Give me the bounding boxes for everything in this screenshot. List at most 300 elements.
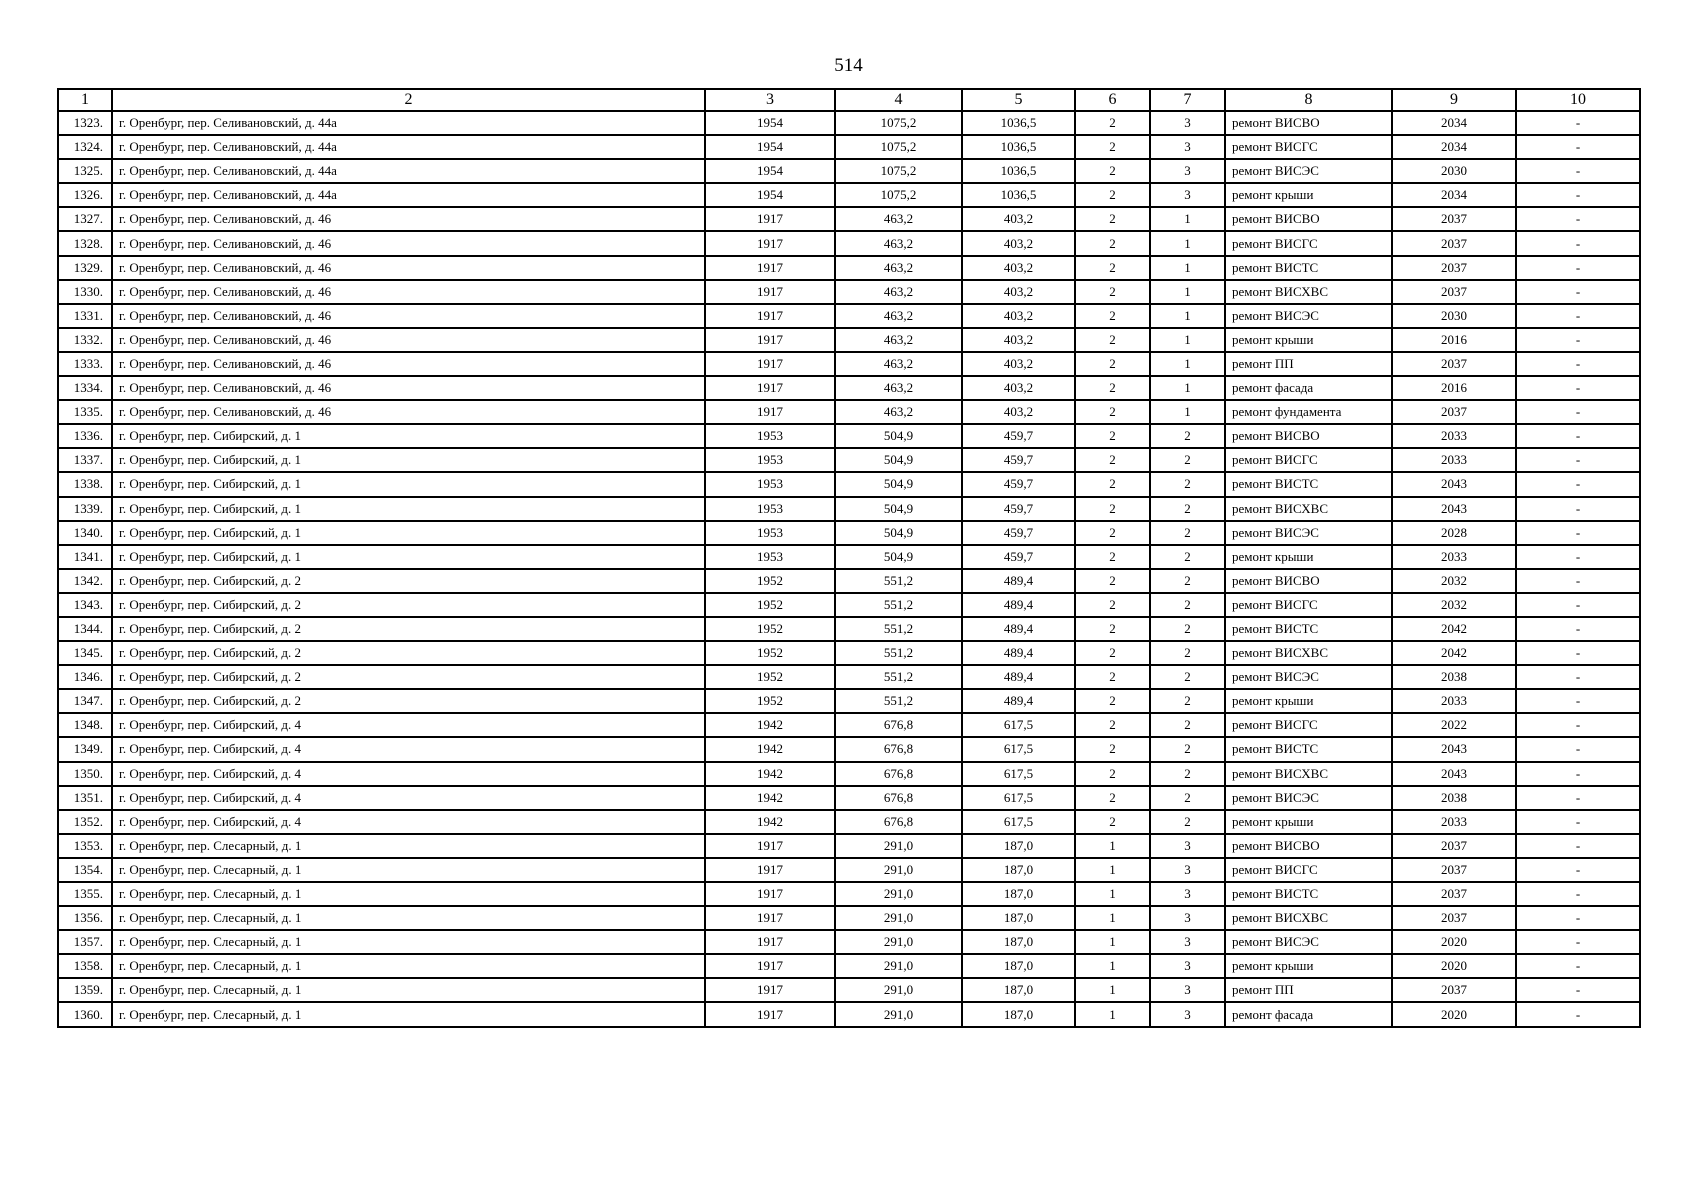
cell-planned-year: 2034 <box>1392 135 1516 159</box>
cell-row-number: 1329. <box>58 256 112 280</box>
cell-planned-year: 2028 <box>1392 521 1516 545</box>
table-row <box>58 617 1640 641</box>
cell-entrances: 3 <box>1150 978 1225 1002</box>
cell-floors: 1 <box>1075 906 1150 930</box>
cell-year-built: 1917 <box>705 352 835 376</box>
cell-entrances: 2 <box>1150 713 1225 737</box>
cell-living-area: 187,0 <box>962 930 1075 954</box>
cell-living-area: 403,2 <box>962 304 1075 328</box>
cell-entrances: 2 <box>1150 569 1225 593</box>
cell-living-area: 489,4 <box>962 569 1075 593</box>
cell-address: г. Оренбург, пер. Слесарный, д. 1 <box>112 858 705 882</box>
cell-total-area: 551,2 <box>835 641 962 665</box>
cell-row-number: 1341. <box>58 545 112 569</box>
cell-total-area: 291,0 <box>835 882 962 906</box>
cell-year-built: 1942 <box>705 762 835 786</box>
cell-total-area: 1075,2 <box>835 135 962 159</box>
cell-total-area: 291,0 <box>835 930 962 954</box>
cell-year-built: 1917 <box>705 930 835 954</box>
cell-living-area: 459,7 <box>962 545 1075 569</box>
cell-column-10: - <box>1516 737 1640 761</box>
column-header-10: 10 <box>1516 89 1640 111</box>
cell-work-type: ремонт ВИСГС <box>1225 593 1392 617</box>
cell-year-built: 1917 <box>705 1002 835 1026</box>
cell-planned-year: 2043 <box>1392 737 1516 761</box>
cell-column-10: - <box>1516 810 1640 834</box>
cell-entrances: 3 <box>1150 858 1225 882</box>
cell-floors: 2 <box>1075 256 1150 280</box>
cell-floors: 1 <box>1075 882 1150 906</box>
cell-column-10: - <box>1516 400 1640 424</box>
cell-column-10: - <box>1516 376 1640 400</box>
column-header-6: 6 <box>1075 89 1150 111</box>
cell-total-area: 551,2 <box>835 665 962 689</box>
cell-planned-year: 2043 <box>1392 497 1516 521</box>
cell-floors: 2 <box>1075 159 1150 183</box>
cell-column-10: - <box>1516 280 1640 304</box>
cell-floors: 2 <box>1075 280 1150 304</box>
cell-address: г. Оренбург, пер. Сибирский, д. 2 <box>112 593 705 617</box>
cell-work-type: ремонт ВИСВО <box>1225 111 1392 135</box>
cell-row-number: 1360. <box>58 1002 112 1026</box>
column-header-5: 5 <box>962 89 1075 111</box>
cell-address: г. Оренбург, пер. Сибирский, д. 2 <box>112 617 705 641</box>
cell-total-area: 291,0 <box>835 978 962 1002</box>
cell-planned-year: 2037 <box>1392 834 1516 858</box>
cell-entrances: 1 <box>1150 256 1225 280</box>
cell-floors: 2 <box>1075 786 1150 810</box>
cell-total-area: 551,2 <box>835 593 962 617</box>
table-row <box>58 545 1640 569</box>
cell-planned-year: 2043 <box>1392 762 1516 786</box>
cell-work-type: ремонт ВИСЭС <box>1225 930 1392 954</box>
cell-row-number: 1335. <box>58 400 112 424</box>
cell-total-area: 504,9 <box>835 472 962 496</box>
cell-work-type: ремонт ВИСТС <box>1225 882 1392 906</box>
cell-column-10: - <box>1516 978 1640 1002</box>
table-row <box>58 280 1640 304</box>
cell-entrances: 1 <box>1150 400 1225 424</box>
cell-floors: 2 <box>1075 376 1150 400</box>
cell-address: г. Оренбург, пер. Селивановский, д. 44а <box>112 183 705 207</box>
cell-floors: 2 <box>1075 762 1150 786</box>
cell-year-built: 1917 <box>705 304 835 328</box>
cell-planned-year: 2038 <box>1392 665 1516 689</box>
cell-planned-year: 2037 <box>1392 280 1516 304</box>
cell-year-built: 1952 <box>705 593 835 617</box>
cell-column-10: - <box>1516 159 1640 183</box>
cell-address: г. Оренбург, пер. Сибирский, д. 2 <box>112 665 705 689</box>
cell-living-area: 489,4 <box>962 689 1075 713</box>
cell-total-area: 463,2 <box>835 304 962 328</box>
cell-living-area: 617,5 <box>962 737 1075 761</box>
cell-entrances: 1 <box>1150 376 1225 400</box>
cell-living-area: 1036,5 <box>962 159 1075 183</box>
cell-planned-year: 2037 <box>1392 256 1516 280</box>
cell-entrances: 3 <box>1150 906 1225 930</box>
cell-total-area: 291,0 <box>835 1002 962 1026</box>
cell-row-number: 1324. <box>58 135 112 159</box>
table-row <box>58 689 1640 713</box>
cell-entrances: 2 <box>1150 641 1225 665</box>
cell-floors: 2 <box>1075 641 1150 665</box>
cell-floors: 1 <box>1075 858 1150 882</box>
cell-entrances: 2 <box>1150 545 1225 569</box>
cell-entrances: 3 <box>1150 135 1225 159</box>
cell-address: г. Оренбург, пер. Сибирский, д. 2 <box>112 569 705 593</box>
cell-work-type: ремонт фундамента <box>1225 400 1392 424</box>
cell-year-built: 1952 <box>705 689 835 713</box>
cell-total-area: 504,9 <box>835 497 962 521</box>
cell-work-type: ремонт ВИСЭС <box>1225 159 1392 183</box>
cell-floors: 2 <box>1075 737 1150 761</box>
cell-living-area: 403,2 <box>962 328 1075 352</box>
cell-year-built: 1917 <box>705 400 835 424</box>
cell-row-number: 1328. <box>58 231 112 255</box>
cell-living-area: 187,0 <box>962 1002 1075 1026</box>
table-row <box>58 978 1640 1002</box>
cell-row-number: 1330. <box>58 280 112 304</box>
cell-entrances: 3 <box>1150 159 1225 183</box>
cell-total-area: 1075,2 <box>835 111 962 135</box>
cell-row-number: 1350. <box>58 762 112 786</box>
cell-planned-year: 2016 <box>1392 376 1516 400</box>
cell-address: г. Оренбург, пер. Сибирский, д. 1 <box>112 472 705 496</box>
table-row <box>58 376 1640 400</box>
cell-entrances: 2 <box>1150 521 1225 545</box>
cell-address: г. Оренбург, пер. Сибирский, д. 4 <box>112 810 705 834</box>
cell-year-built: 1917 <box>705 376 835 400</box>
cell-total-area: 463,2 <box>835 376 962 400</box>
cell-work-type: ремонт ВИСХВС <box>1225 280 1392 304</box>
page-number: 514 <box>834 55 863 76</box>
cell-column-10: - <box>1516 689 1640 713</box>
cell-column-10: - <box>1516 834 1640 858</box>
cell-living-area: 489,4 <box>962 665 1075 689</box>
cell-year-built: 1952 <box>705 569 835 593</box>
cell-floors: 2 <box>1075 713 1150 737</box>
cell-row-number: 1347. <box>58 689 112 713</box>
cell-column-10: - <box>1516 352 1640 376</box>
cell-column-10: - <box>1516 713 1640 737</box>
cell-address: г. Оренбург, пер. Слесарный, д. 1 <box>112 906 705 930</box>
cell-address: г. Оренбург, пер. Сибирский, д. 1 <box>112 448 705 472</box>
cell-living-area: 617,5 <box>962 810 1075 834</box>
cell-address: г. Оренбург, пер. Сибирский, д. 1 <box>112 424 705 448</box>
cell-planned-year: 2020 <box>1392 954 1516 978</box>
cell-column-10: - <box>1516 569 1640 593</box>
cell-address: г. Оренбург, пер. Селивановский, д. 46 <box>112 376 705 400</box>
cell-planned-year: 2022 <box>1392 713 1516 737</box>
cell-living-area: 187,0 <box>962 858 1075 882</box>
table-row <box>58 448 1640 472</box>
cell-floors: 2 <box>1075 328 1150 352</box>
cell-year-built: 1917 <box>705 328 835 352</box>
cell-address: г. Оренбург, пер. Сибирский, д. 2 <box>112 689 705 713</box>
table-row <box>58 858 1640 882</box>
cell-entrances: 3 <box>1150 930 1225 954</box>
cell-work-type: ремонт фасада <box>1225 1002 1392 1026</box>
cell-work-type: ремонт крыши <box>1225 689 1392 713</box>
cell-living-area: 403,2 <box>962 352 1075 376</box>
cell-work-type: ремонт ВИСГС <box>1225 135 1392 159</box>
cell-column-10: - <box>1516 207 1640 231</box>
cell-column-10: - <box>1516 954 1640 978</box>
cell-entrances: 1 <box>1150 231 1225 255</box>
cell-planned-year: 2037 <box>1392 882 1516 906</box>
cell-row-number: 1333. <box>58 352 112 376</box>
cell-row-number: 1323. <box>58 111 112 135</box>
cell-column-10: - <box>1516 930 1640 954</box>
cell-year-built: 1953 <box>705 424 835 448</box>
table-row <box>58 328 1640 352</box>
cell-work-type: ремонт ВИСВО <box>1225 207 1392 231</box>
cell-column-10: - <box>1516 472 1640 496</box>
cell-planned-year: 2037 <box>1392 231 1516 255</box>
cell-work-type: ремонт крыши <box>1225 183 1392 207</box>
cell-planned-year: 2034 <box>1392 111 1516 135</box>
cell-row-number: 1354. <box>58 858 112 882</box>
cell-entrances: 1 <box>1150 304 1225 328</box>
cell-row-number: 1351. <box>58 786 112 810</box>
table-row <box>58 882 1640 906</box>
cell-planned-year: 2042 <box>1392 617 1516 641</box>
cell-living-area: 1036,5 <box>962 183 1075 207</box>
cell-total-area: 676,8 <box>835 786 962 810</box>
cell-year-built: 1954 <box>705 111 835 135</box>
cell-row-number: 1348. <box>58 713 112 737</box>
cell-work-type: ремонт ВИСТС <box>1225 617 1392 641</box>
cell-floors: 2 <box>1075 111 1150 135</box>
cell-planned-year: 2038 <box>1392 786 1516 810</box>
cell-planned-year: 2043 <box>1392 472 1516 496</box>
cell-address: г. Оренбург, пер. Селивановский, д. 46 <box>112 352 705 376</box>
cell-entrances: 3 <box>1150 834 1225 858</box>
cell-total-area: 551,2 <box>835 617 962 641</box>
cell-column-10: - <box>1516 617 1640 641</box>
cell-entrances: 2 <box>1150 689 1225 713</box>
cell-column-10: - <box>1516 882 1640 906</box>
cell-work-type: ремонт крыши <box>1225 810 1392 834</box>
cell-column-10: - <box>1516 762 1640 786</box>
cell-row-number: 1355. <box>58 882 112 906</box>
cell-address: г. Оренбург, пер. Слесарный, д. 1 <box>112 1002 705 1026</box>
column-header-7: 7 <box>1150 89 1225 111</box>
cell-column-10: - <box>1516 135 1640 159</box>
cell-work-type: ремонт крыши <box>1225 545 1392 569</box>
cell-address: г. Оренбург, пер. Сибирский, д. 4 <box>112 713 705 737</box>
table-row <box>58 810 1640 834</box>
table-row <box>58 786 1640 810</box>
cell-address: г. Оренбург, пер. Селивановский, д. 46 <box>112 304 705 328</box>
cell-year-built: 1917 <box>705 207 835 231</box>
cell-entrances: 1 <box>1150 352 1225 376</box>
cell-work-type: ремонт ВИСТС <box>1225 256 1392 280</box>
cell-address: г. Оренбург, пер. Селивановский, д. 46 <box>112 280 705 304</box>
cell-floors: 2 <box>1075 472 1150 496</box>
cell-total-area: 504,9 <box>835 448 962 472</box>
cell-planned-year: 2032 <box>1392 593 1516 617</box>
cell-total-area: 291,0 <box>835 954 962 978</box>
cell-living-area: 1036,5 <box>962 111 1075 135</box>
cell-total-area: 676,8 <box>835 810 962 834</box>
cell-planned-year: 2030 <box>1392 304 1516 328</box>
table-row <box>58 954 1640 978</box>
cell-entrances: 1 <box>1150 207 1225 231</box>
cell-address: г. Оренбург, пер. Селивановский, д. 46 <box>112 256 705 280</box>
cell-row-number: 1340. <box>58 521 112 545</box>
table-row <box>58 713 1640 737</box>
cell-living-area: 489,4 <box>962 617 1075 641</box>
cell-address: г. Оренбург, пер. Селивановский, д. 46 <box>112 231 705 255</box>
table-row <box>58 906 1640 930</box>
cell-living-area: 459,7 <box>962 521 1075 545</box>
table-row <box>58 737 1640 761</box>
cell-entrances: 2 <box>1150 497 1225 521</box>
cell-column-10: - <box>1516 545 1640 569</box>
cell-floors: 2 <box>1075 448 1150 472</box>
cell-planned-year: 2020 <box>1392 930 1516 954</box>
cell-total-area: 1075,2 <box>835 159 962 183</box>
cell-work-type: ремонт ВИСЭС <box>1225 665 1392 689</box>
cell-row-number: 1352. <box>58 810 112 834</box>
cell-total-area: 504,9 <box>835 424 962 448</box>
cell-work-type: ремонт ВИСТС <box>1225 737 1392 761</box>
table-row <box>58 256 1640 280</box>
cell-work-type: ремонт ВИСТС <box>1225 472 1392 496</box>
cell-entrances: 3 <box>1150 111 1225 135</box>
column-header-1: 1 <box>58 89 112 111</box>
table-row <box>58 472 1640 496</box>
cell-floors: 1 <box>1075 978 1150 1002</box>
cell-year-built: 1917 <box>705 280 835 304</box>
cell-floors: 2 <box>1075 810 1150 834</box>
cell-living-area: 187,0 <box>962 954 1075 978</box>
cell-work-type: ремонт крыши <box>1225 954 1392 978</box>
cell-address: г. Оренбург, пер. Селивановский, д. 44а <box>112 111 705 135</box>
cell-planned-year: 2042 <box>1392 641 1516 665</box>
cell-total-area: 463,2 <box>835 400 962 424</box>
cell-work-type: ремонт ВИСХВС <box>1225 762 1392 786</box>
cell-address: г. Оренбург, пер. Слесарный, д. 1 <box>112 930 705 954</box>
cell-planned-year: 2037 <box>1392 858 1516 882</box>
cell-floors: 2 <box>1075 424 1150 448</box>
cell-floors: 1 <box>1075 930 1150 954</box>
cell-year-built: 1952 <box>705 617 835 641</box>
column-header-3: 3 <box>705 89 835 111</box>
table-row <box>58 665 1640 689</box>
column-header-9: 9 <box>1392 89 1516 111</box>
cell-entrances: 3 <box>1150 882 1225 906</box>
cell-floors: 2 <box>1075 135 1150 159</box>
cell-year-built: 1917 <box>705 834 835 858</box>
cell-row-number: 1349. <box>58 737 112 761</box>
cell-work-type: ремонт ВИСГС <box>1225 713 1392 737</box>
cell-living-area: 187,0 <box>962 906 1075 930</box>
cell-row-number: 1344. <box>58 617 112 641</box>
cell-row-number: 1358. <box>58 954 112 978</box>
cell-column-10: - <box>1516 497 1640 521</box>
cell-year-built: 1917 <box>705 858 835 882</box>
cell-entrances: 2 <box>1150 593 1225 617</box>
cell-total-area: 463,2 <box>835 280 962 304</box>
cell-year-built: 1954 <box>705 159 835 183</box>
repair-schedule-table <box>57 88 1641 1028</box>
cell-living-area: 187,0 <box>962 834 1075 858</box>
cell-row-number: 1343. <box>58 593 112 617</box>
cell-living-area: 403,2 <box>962 231 1075 255</box>
cell-work-type: ремонт ВИСХВС <box>1225 641 1392 665</box>
cell-row-number: 1353. <box>58 834 112 858</box>
cell-address: г. Оренбург, пер. Селивановский, д. 46 <box>112 207 705 231</box>
cell-living-area: 617,5 <box>962 713 1075 737</box>
cell-work-type: ремонт ПП <box>1225 352 1392 376</box>
cell-work-type: ремонт ВИСГС <box>1225 231 1392 255</box>
cell-floors: 1 <box>1075 1002 1150 1026</box>
cell-row-number: 1346. <box>58 665 112 689</box>
cell-address: г. Оренбург, пер. Слесарный, д. 1 <box>112 834 705 858</box>
cell-entrances: 2 <box>1150 424 1225 448</box>
cell-row-number: 1359. <box>58 978 112 1002</box>
cell-row-number: 1327. <box>58 207 112 231</box>
cell-year-built: 1953 <box>705 521 835 545</box>
table-row <box>58 521 1640 545</box>
cell-living-area: 459,7 <box>962 472 1075 496</box>
cell-entrances: 3 <box>1150 1002 1225 1026</box>
cell-planned-year: 2033 <box>1392 424 1516 448</box>
cell-column-10: - <box>1516 328 1640 352</box>
cell-living-area: 459,7 <box>962 424 1075 448</box>
cell-living-area: 459,7 <box>962 497 1075 521</box>
cell-entrances: 3 <box>1150 954 1225 978</box>
cell-work-type: ремонт ВИСВО <box>1225 424 1392 448</box>
cell-work-type: ремонт ВИСХВС <box>1225 497 1392 521</box>
cell-address: г. Оренбург, пер. Слесарный, д. 1 <box>112 882 705 906</box>
cell-year-built: 1917 <box>705 256 835 280</box>
cell-address: г. Оренбург, пер. Сибирский, д. 4 <box>112 762 705 786</box>
table-row <box>58 1002 1640 1026</box>
cell-floors: 2 <box>1075 665 1150 689</box>
cell-row-number: 1332. <box>58 328 112 352</box>
cell-total-area: 676,8 <box>835 737 962 761</box>
cell-column-10: - <box>1516 304 1640 328</box>
cell-living-area: 489,4 <box>962 593 1075 617</box>
cell-work-type: ремонт ПП <box>1225 978 1392 1002</box>
cell-floors: 2 <box>1075 183 1150 207</box>
table-row <box>58 304 1640 328</box>
cell-entrances: 2 <box>1150 448 1225 472</box>
cell-living-area: 489,4 <box>962 641 1075 665</box>
cell-year-built: 1942 <box>705 786 835 810</box>
cell-entrances: 2 <box>1150 810 1225 834</box>
cell-floors: 1 <box>1075 954 1150 978</box>
cell-planned-year: 2037 <box>1392 400 1516 424</box>
column-header-8: 8 <box>1225 89 1392 111</box>
cell-row-number: 1357. <box>58 930 112 954</box>
table-row <box>58 569 1640 593</box>
cell-year-built: 1952 <box>705 665 835 689</box>
cell-total-area: 291,0 <box>835 906 962 930</box>
table-row <box>58 352 1640 376</box>
cell-row-number: 1336. <box>58 424 112 448</box>
table-row <box>58 231 1640 255</box>
cell-work-type: ремонт ВИСГС <box>1225 448 1392 472</box>
cell-row-number: 1345. <box>58 641 112 665</box>
cell-total-area: 463,2 <box>835 256 962 280</box>
cell-planned-year: 2030 <box>1392 159 1516 183</box>
cell-floors: 2 <box>1075 593 1150 617</box>
cell-total-area: 551,2 <box>835 569 962 593</box>
